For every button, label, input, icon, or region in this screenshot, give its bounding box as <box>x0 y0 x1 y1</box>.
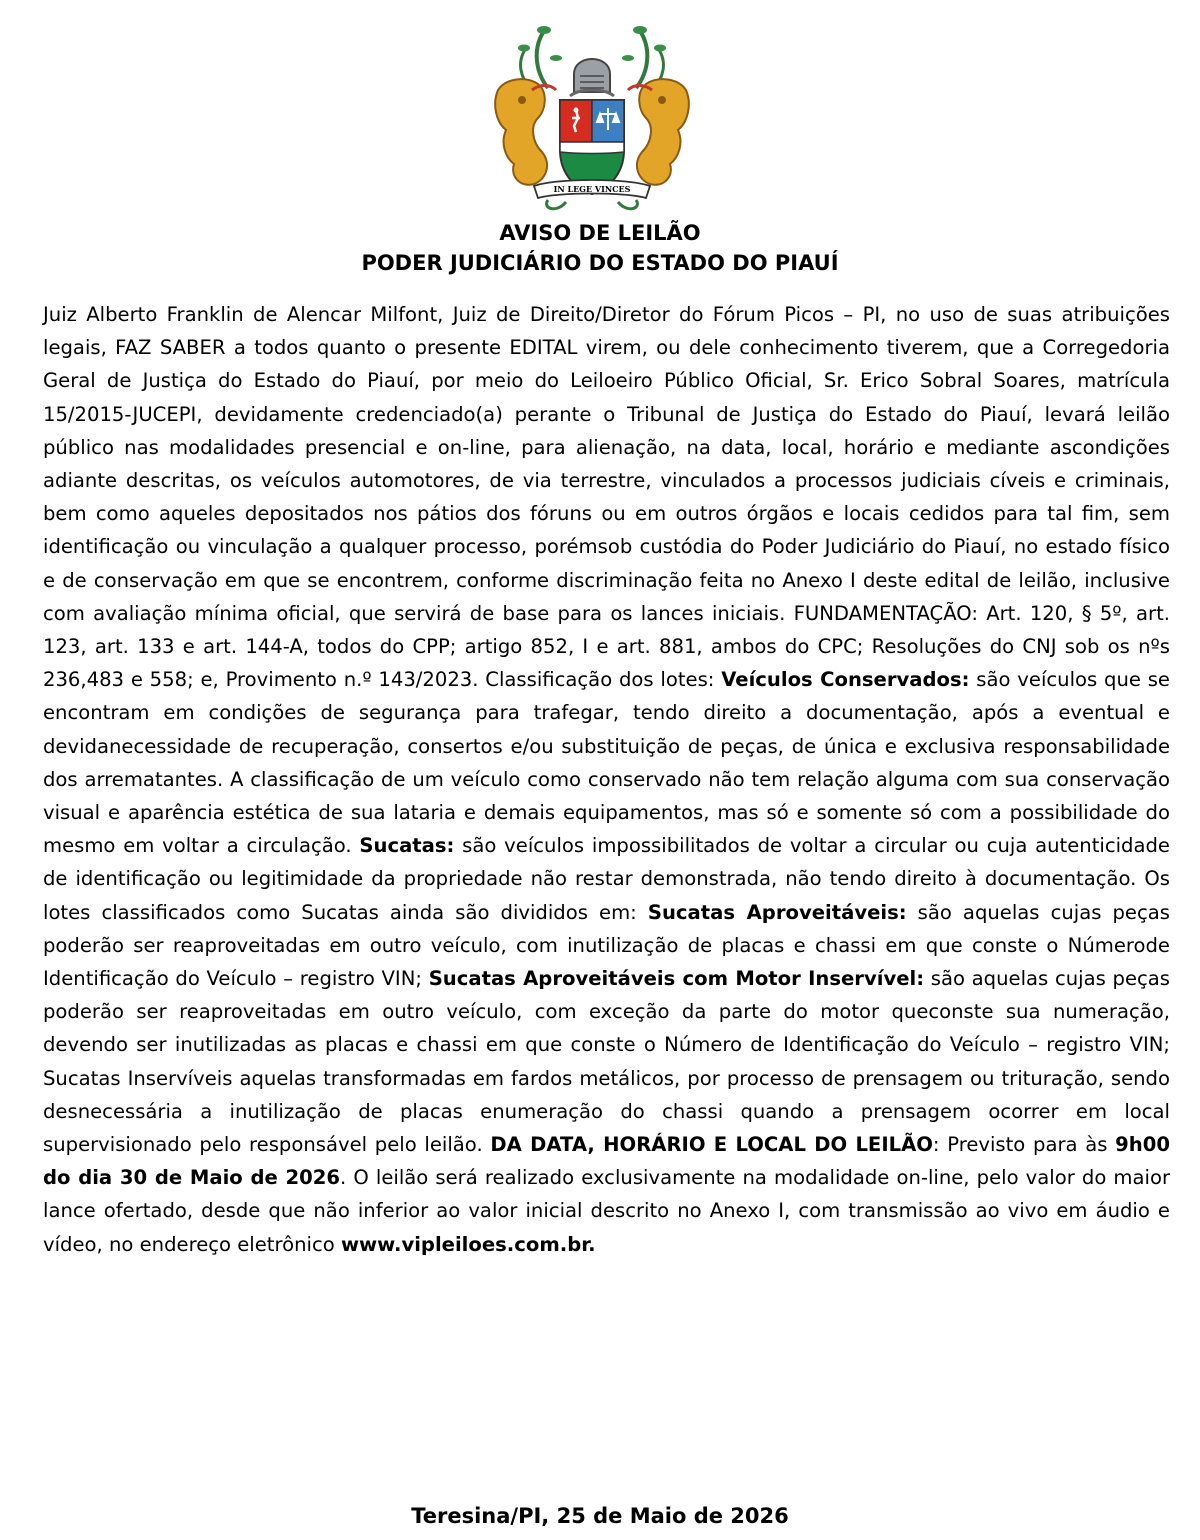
coat-of-arms-seal <box>486 18 698 216</box>
body-segment: . O leilão será realizado exclusivamente na modalidade on-line, pelo valor do maior lance ofertado, desde que não inferior ao valor inicial descrito no Anexo I, com transmissão ao vivo em áudio e vídeo, no endereço eletrônico <box>43 1166 1170 1256</box>
body-segment: são veículos que se encontram em condições de segurança para trafegar, tendo direito a documentação, após a eventual e devidanecessidade de recuperação, consertos e/ou substituição de peças, de única e exclusiva responsabilidade dos arrematantes. A classificação de um veículo como conservado não tem relação alguma com sua conservação visual e aparência estética de sua lataria e demais equipamentos, mas só e somente só com a possibilidade do mesmo em voltar a circulação. <box>43 668 1170 858</box>
body-segment: são veículos impossibilitados de voltar a circular ou cuja autenticidade de identificação ou legitimidade da propriedade não restar demonstrada, não tendo direito à documentação. Os lotes classificados como Sucatas ainda são divididos em: <box>43 834 1170 924</box>
body-segment: : Previsto para às <box>932 1133 1116 1157</box>
crest-motto: IN LEGE VINCES <box>553 184 631 194</box>
notice-header <box>0 218 1200 278</box>
body-segment: são aquelas cujas peças poderão ser reaproveitadas em outro veículo, com exceção da parte do motor queconste sua numeração, devendo ser inutilizadas as placas e chassi em que conste o Número de Identificação do Veículo – registro VIN; Sucatas Inservíveis aquelas transformadas em fardos metálicos, por processo de prensagem ou trituração, sendo desnecessária a inutilização de placas enumeração do chassi quando a prensagem ocorrer em local supervisionado pelo responsável pelo leilão. <box>43 967 1171 1157</box>
notice-subtitle: PODER JUDICIÁRIO DO ESTADO DO PIAUÍ <box>361 251 839 275</box>
notice-title: AVISO DE LEILÃO <box>499 221 701 245</box>
body-segment-bold: Sucatas: <box>359 834 455 858</box>
body-segment-bold: DA DATA, HORÁRIO E LOCAL DO LEILÃO <box>490 1133 933 1157</box>
body-segment: são aquelas cujas peças poderão ser reaproveitadas em outro veículo, com inutilização de placas e chassi em que conste o Númerode Identificação do Veículo – registro VIN; <box>43 900 1170 991</box>
body-segment-bold: 9h00 do dia 30 de Maio de 2026 <box>43 1133 1170 1190</box>
place-and-date: Teresina/PI, 25 de Maio de 2026 <box>411 1504 789 1528</box>
body-segment-bold: Veículos Conservados: <box>721 668 970 692</box>
website-link-text: www.vipleiloes.com.br. <box>340 1232 596 1256</box>
body-segment: Juiz Alberto Franklin de Alencar Milfont, Juiz de Direito/Diretor do Fórum Picos – PI, no uso de suas atribuições legais, FAZ SABER a todos quanto o presente EDITAL virem, ou dele conhecimento tiverem, que a Corregedoria Geral de Justiça do Estado do Piauí, por meio do Leiloeiro Público Oficial, Sr. Erico Sobral Soares, matrícula 15/2015-JUCEPI, devidamente credenciado(a) perante o Tribunal de Justiça do Estado do Piauí, levará leilão público nas modalidades presencial e on-line, para alienação, na data, local, horário e mediante ascondições adiante descritas, os veículos automotores, de via terrestre, vinculados a processos judiciais cíveis e criminais, bem como aqueles depositados nos pátios dos fóruns ou em outros órgãos e locais cedidos para tal fim, sem identificação ou vinculação a qualquer processo, porémsob custódia do Poder Judiciário do Piauí, no estado físico e de conservação em que se encontrem, conforme discriminação feita no Anexo I deste edital de leilão, inclusive com avaliação mínima oficial, que servirá de base para os lances iniciais. FUNDAMENTAÇÃO: Art. 120, § 5º, art. 123, art. 133 e art. 144-A, todos do CPP; artigo 852, I e art. 881, ambos do CPC; Resoluções do CNJ sob os nºs 236,483 e 558; e, Provimento n.º 143/2023. Classificação dos lotes: <box>43 303 1170 692</box>
body-segment-bold: Sucatas Aproveitáveis: <box>647 900 907 924</box>
body-segment-bold: Sucatas Aproveitáveis com Motor Inservível: <box>428 967 925 991</box>
notice-body-paragraph <box>43 298 1170 1261</box>
